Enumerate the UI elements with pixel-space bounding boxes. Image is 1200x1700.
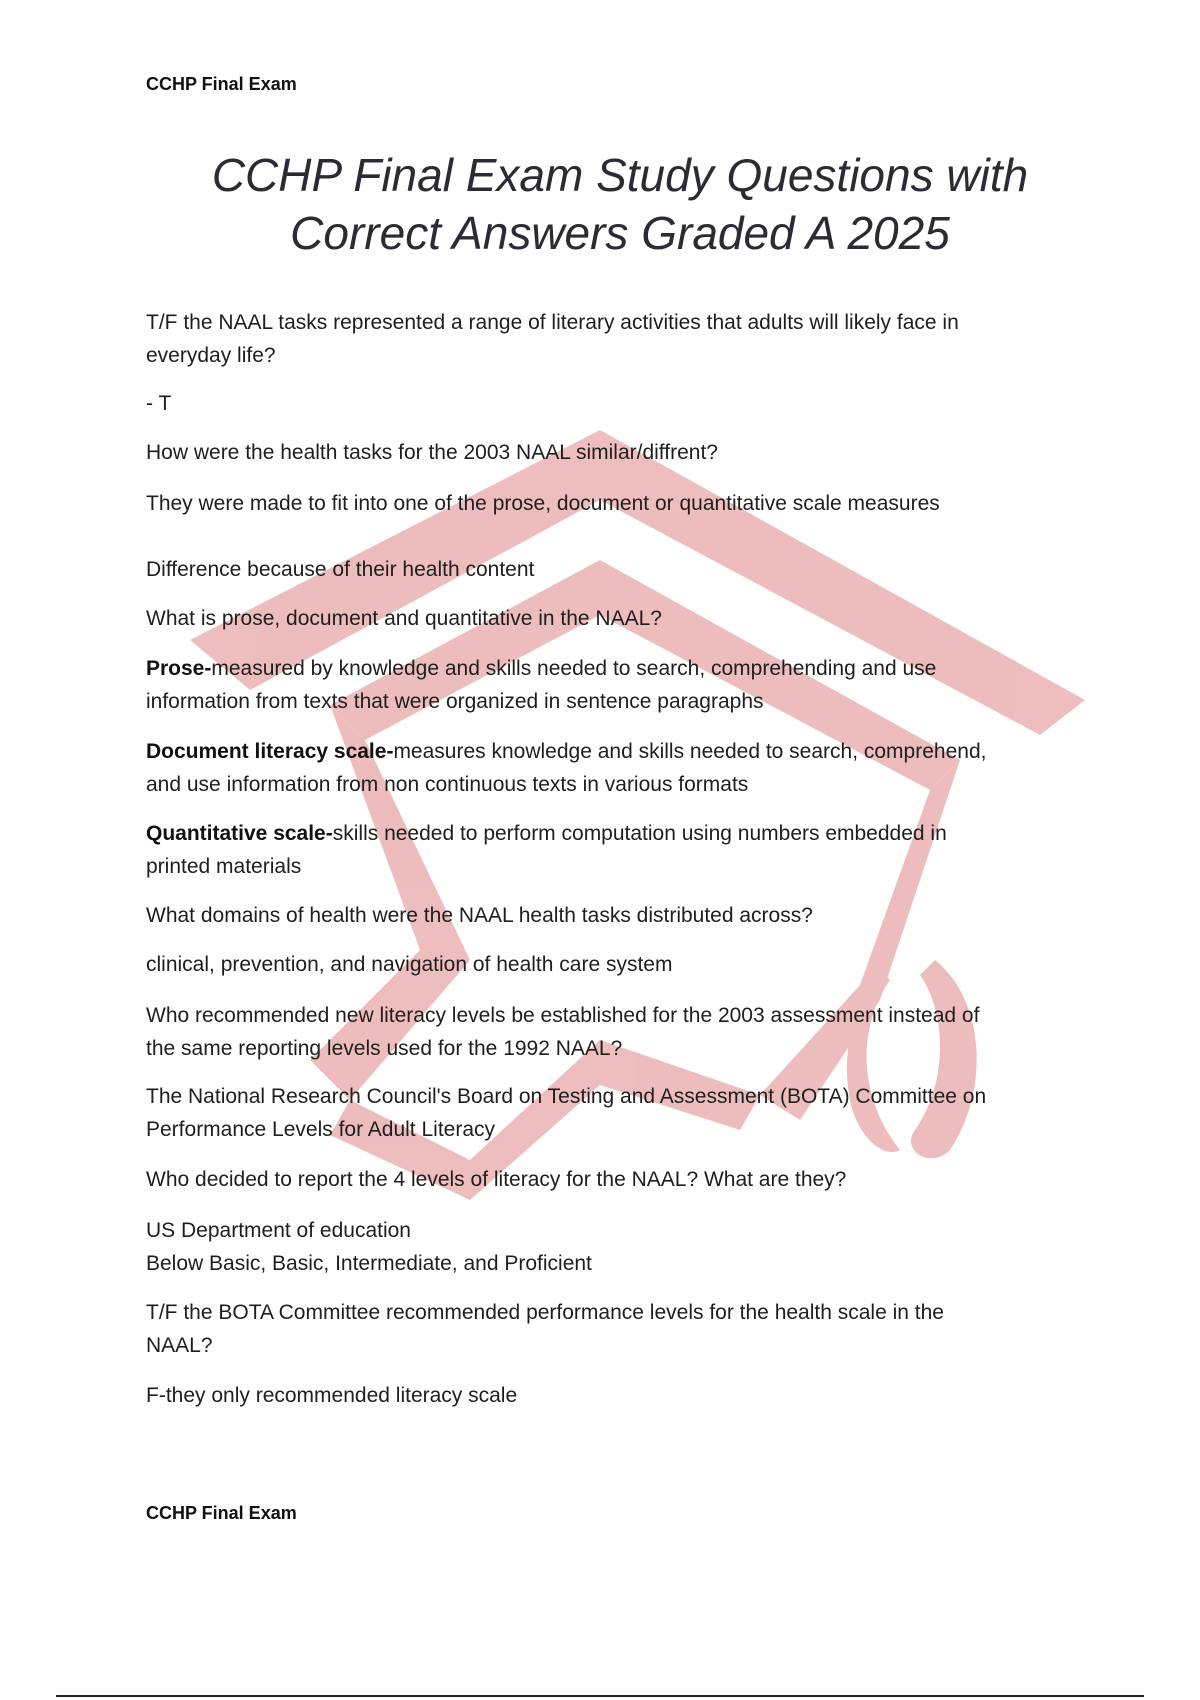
question-5: Who recommended new literacy levels be established for the 2003 assessment instead of the same reporting levels used for the 1992 NAAL? bbox=[146, 1004, 980, 1060]
document-title bbox=[120, 146, 1120, 262]
bottom-divider bbox=[56, 1695, 1144, 1697]
term-prose: Prose- bbox=[146, 657, 212, 680]
answer-3-prose: Prose-measured by knowledge and skills needed to search, comprehending and use information from texts that were organized in sentence paragraphs bbox=[146, 657, 937, 713]
answer-1: - T bbox=[146, 392, 172, 415]
document-title-line-1: CCHP Final Exam Study Questions with bbox=[211, 149, 1029, 201]
document-title-line-2: Correct Answers Graded A 2025 bbox=[290, 207, 950, 259]
running-header: CCHP Final Exam bbox=[146, 74, 297, 94]
question-3: What is prose, document and quantitative in the NAAL? bbox=[146, 607, 662, 630]
answer-3-document: Document literacy scale-measures knowledge and skills needed to search, comprehend, and use information from non continuous texts in various formats bbox=[146, 740, 987, 796]
answer-2-line-1: They were made to fit into one of the prose, document or quantitative scale measures bbox=[146, 492, 940, 515]
question-1: T/F the NAAL tasks represented a range of literary activities that adults will likely face in everyday life? bbox=[146, 311, 959, 367]
answer-6: US Department of education Below Basic, Basic, Intermediate, and Proficient bbox=[146, 1219, 592, 1275]
answer-5: The National Research Council's Board on Testing and Assessment (BOTA) Committee on Performance Levels for Adult Literacy bbox=[146, 1085, 987, 1141]
question-6: Who decided to report the 4 levels of literacy for the NAAL? What are they? bbox=[146, 1168, 847, 1191]
running-footer: CCHP Final Exam bbox=[146, 1503, 297, 1523]
term-quantitative-scale: Quantitative scale- bbox=[146, 822, 333, 845]
question-4: What domains of health were the NAAL health tasks distributed across? bbox=[146, 904, 813, 927]
question-7: T/F the BOTA Committee recommended performance levels for the health scale in the NAAL? bbox=[146, 1301, 944, 1357]
term-document-literacy-scale: Document literacy scale- bbox=[146, 740, 394, 763]
answer-3-quantitative: Quantitative scale-skills needed to perform computation using numbers embedded in printed materials bbox=[146, 822, 947, 878]
answer-4: clinical, prevention, and navigation of health care system bbox=[146, 953, 673, 976]
answer-7: F-they only recommended literacy scale bbox=[146, 1384, 518, 1407]
answer-2-line-2: Difference because of their health content bbox=[146, 558, 535, 581]
question-2: How were the health tasks for the 2003 NAAL similar/diffrent? bbox=[146, 441, 718, 464]
